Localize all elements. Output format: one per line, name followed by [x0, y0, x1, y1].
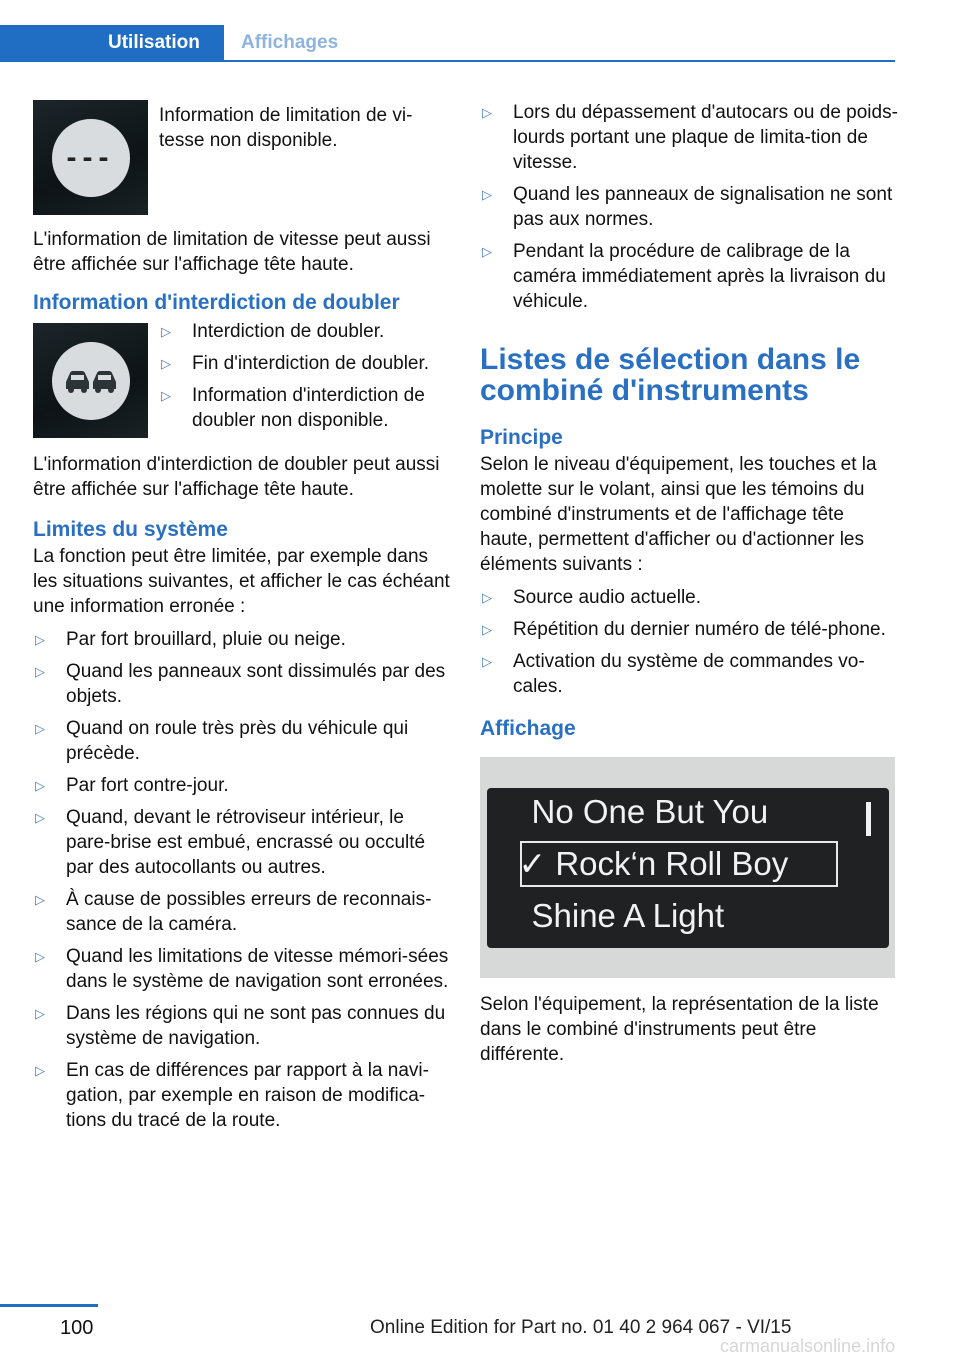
display-heading: Affichage — [480, 717, 576, 740]
triangle-bullet-icon: ▷ — [482, 105, 492, 120]
limits-intro-text: La fonction peut être limitée, par exemple dans les situations suivantes, et afficher le cas échéant une information erronée : — [33, 546, 450, 617]
footer-divider — [0, 1304, 98, 1307]
speed-unavailable-row — [33, 100, 451, 215]
overtake-list — [148, 319, 448, 440]
list-item: ▷ Par fort contre-jour. — [35, 775, 229, 796]
principle-list — [480, 585, 898, 699]
display-note-text: Selon l'équipement, la représentation de la liste dans le combiné d'instruments peut être différente. — [480, 994, 879, 1065]
speed-hud-text: L'information de limitation de vitesse peut aussi être affichée sur l'affichage tête haute. — [33, 229, 431, 275]
list-item: ▷ Quand, devant le rétroviseur intérieur, le pare-brise est embué, encrassé ou occulté par des autocollants ou autres. — [35, 807, 426, 878]
watermark: carmanualsonline.info — [720, 1336, 896, 1356]
triangle-bullet-icon: ▷ — [35, 664, 45, 679]
principle-heading: Principe — [480, 426, 563, 449]
speed-unavailable-text: Information de limitation de vi- tesse non disponible. — [159, 105, 413, 151]
tab-utilisation[interactable]: Utilisation — [0, 25, 224, 61]
triangle-bullet-icon: ▷ — [35, 721, 45, 736]
speed-limit-unavailable-icon — [33, 100, 148, 215]
page-number: 100 — [60, 1317, 94, 1339]
list-item: ▷ Dans les régions qui ne sont pas connues du système de navigation. — [35, 1003, 446, 1049]
triangle-bullet-icon: ▷ — [35, 892, 45, 907]
two-cars-icon — [63, 368, 119, 394]
list-item: ▷ Source audio actuelle. — [482, 587, 702, 608]
triangle-bullet-icon: ▷ — [482, 590, 492, 605]
triangle-bullet-icon: ▷ — [35, 949, 45, 964]
list-item: ▷ Interdiction de doubler. — [161, 321, 385, 342]
list-item: ▷ Quand on roule très près du véhicule qui précède. — [35, 718, 409, 764]
overtake-heading: Information d'interdiction de doubler — [33, 291, 400, 314]
overtake-hud-text: L'information d'interdiction de doubler peut aussi être affichée sur l'affichage tête haute. — [33, 454, 440, 500]
overtake-row — [33, 323, 451, 440]
page-header — [0, 0, 960, 62]
no-overtaking-icon — [33, 323, 148, 438]
section-title: Listes de sélection dans le combiné d'instruments — [480, 343, 861, 407]
limits-heading: Limites du système — [33, 518, 228, 541]
list-item: ▷ Pendant la procédure de calibrage de la caméra immédiatement après la livraison du véhicule. — [482, 241, 886, 312]
song-item-selected: ✓ Rock‘n Roll Boy — [518, 844, 789, 882]
list-item: ▷ Fin d'interdiction de doubler. — [161, 353, 430, 374]
right-column — [480, 100, 898, 1067]
triangle-bullet-icon: ▷ — [482, 244, 492, 259]
list-item: ▷ Par fort brouillard, pluie ou neige. — [35, 629, 346, 650]
triangle-bullet-icon: ▷ — [161, 356, 171, 371]
triangle-bullet-icon: ▷ — [35, 632, 45, 647]
triangle-bullet-icon: ▷ — [482, 622, 492, 637]
list-item: ▷ Répétition du dernier numéro de télé-phone. — [482, 619, 886, 640]
list-item: ▷ Quand les panneaux sont dissimulés par des objets. — [35, 661, 446, 707]
list-item: ▷ Lors du dépassement d'autocars ou de poids-lourds portant une plaque de limita-tion de vitesse. — [482, 102, 898, 173]
principle-text: Selon le niveau d'équipement, les touches et la molette sur le volant, ainsi que les témoins du combiné d'instruments et de l'affichage tête haute, permettent d'afficher ou d'actionner les éléments suivants : — [480, 454, 877, 575]
selection-list-display-image — [480, 757, 895, 978]
scroll-indicator — [866, 802, 871, 836]
list-item: ▷ Activation du système de commandes vo-cales. — [482, 651, 865, 697]
limits-list-continued — [480, 100, 898, 314]
left-column — [33, 100, 451, 1140]
list-item: ▷ En cas de différences par rapport à la navi-gation, par exemple en raison de modifica-tions du tracé de la route. — [35, 1060, 429, 1131]
list-item: ▷ À cause de possibles erreurs de reconnais-sance de la caméra. — [35, 889, 432, 935]
triangle-bullet-icon: ▷ — [35, 1063, 45, 1078]
limits-list — [33, 627, 451, 1133]
dashes-symbol: --- — [66, 140, 115, 174]
song-item: No One But You — [531, 792, 769, 830]
header-divider — [0, 60, 895, 62]
triangle-bullet-icon: ▷ — [161, 388, 171, 403]
triangle-bullet-icon: ▷ — [161, 324, 171, 339]
tab-affichages[interactable]: Affichages — [241, 32, 339, 53]
list-item: ▷ Quand les limitations de vitesse mémori-sées dans le système de navigation sont erronées. — [35, 946, 449, 992]
triangle-bullet-icon: ▷ — [35, 1006, 45, 1021]
triangle-bullet-icon: ▷ — [482, 187, 492, 202]
triangle-bullet-icon: ▷ — [35, 810, 45, 825]
triangle-bullet-icon: ▷ — [35, 778, 45, 793]
triangle-bullet-icon: ▷ — [482, 654, 492, 669]
instrument-screen — [487, 788, 889, 948]
list-item: ▷ Information d'interdiction de doubler non disponible. — [161, 385, 425, 431]
edition-text: Online Edition for Part no. 01 40 2 964 067 - VI/15 — [370, 1317, 792, 1338]
song-item: Shine A Light — [531, 896, 725, 934]
list-item: ▷ Quand les panneaux de signalisation ne sont pas aux normes. — [482, 184, 893, 230]
